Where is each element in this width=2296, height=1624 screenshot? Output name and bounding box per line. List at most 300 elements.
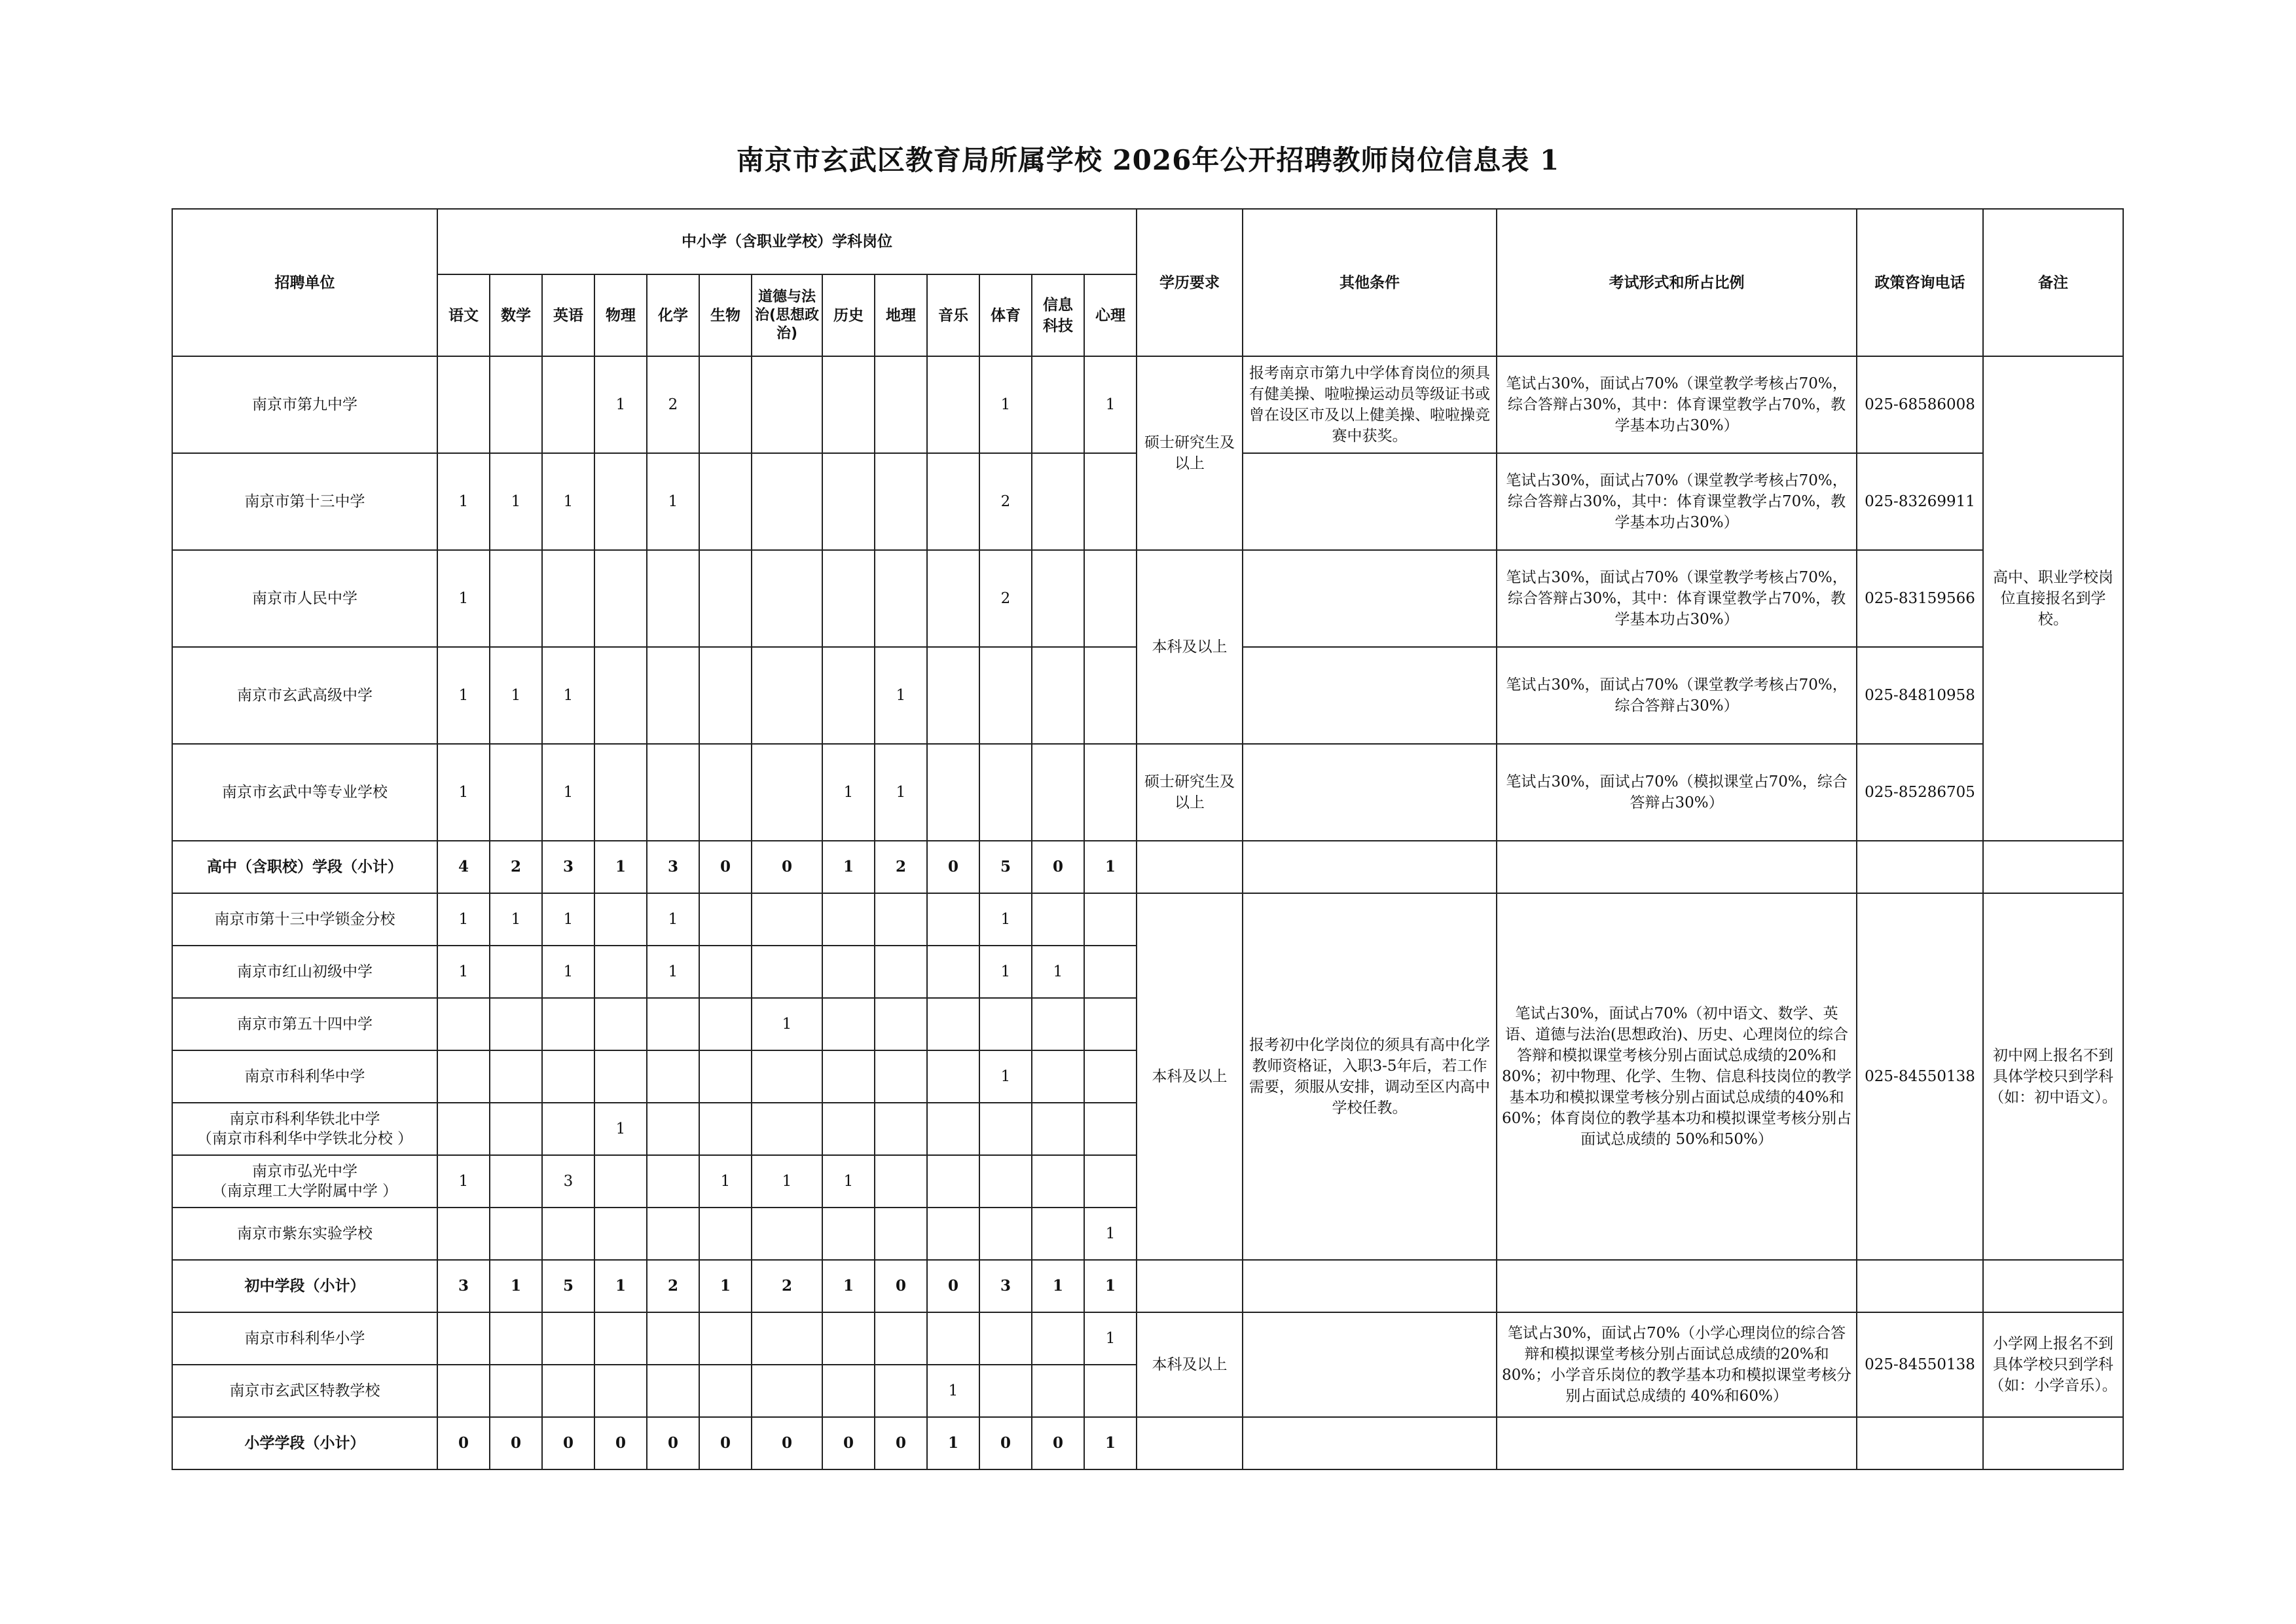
subtotal-count: 1 [822, 841, 875, 893]
header-phone: 政策咨询电话 [1857, 209, 1983, 356]
subject-count [699, 744, 752, 841]
subject-count [752, 453, 822, 550]
subtotal-count: 0 [647, 1417, 699, 1469]
subject-count [927, 1103, 979, 1155]
subject-count [927, 946, 979, 998]
header-subject: 英语 [542, 274, 594, 356]
subject-count [594, 1365, 647, 1417]
subject-count: 1 [875, 647, 927, 744]
subject-count [490, 1312, 542, 1365]
subject-count: 1 [822, 1155, 875, 1208]
consult-phone: 025-84550138 [1857, 893, 1983, 1260]
subject-count: 1 [1032, 946, 1084, 998]
subject-count [490, 1103, 542, 1155]
subject-count [594, 893, 647, 946]
empty-cell [1857, 1260, 1983, 1312]
header-subject: 语文 [437, 274, 490, 356]
subtotal-count: 3 [647, 841, 699, 893]
subject-count [875, 946, 927, 998]
subject-count [647, 744, 699, 841]
remarks: 高中、职业学校岗位直接报名到学校。 [1983, 356, 2123, 841]
subject-count [647, 550, 699, 647]
subject-count: 1 [437, 1155, 490, 1208]
subject-count [647, 647, 699, 744]
subject-count [1084, 1155, 1137, 1208]
subtotal-count: 0 [927, 841, 979, 893]
subject-count [927, 1208, 979, 1260]
subject-count [752, 1050, 822, 1103]
subject-count [647, 1365, 699, 1417]
subject-count: 2 [979, 550, 1032, 647]
subject-count [647, 1208, 699, 1260]
subject-count: 1 [490, 647, 542, 744]
subject-count [822, 550, 875, 647]
subject-count [437, 1050, 490, 1103]
subject-count [1032, 744, 1084, 841]
subject-count [979, 1365, 1032, 1417]
subject-count [1032, 1050, 1084, 1103]
education-requirement: 本科及以上 [1137, 893, 1243, 1260]
subtotal-count: 1 [927, 1417, 979, 1469]
subtotal-count: 2 [752, 1260, 822, 1312]
subtotal-label: 初中学段（小计） [172, 1260, 437, 1312]
education-requirement: 本科及以上 [1137, 1312, 1243, 1417]
subject-count [1084, 453, 1137, 550]
education-requirement: 本科及以上 [1137, 550, 1243, 744]
subject-count [979, 1312, 1032, 1365]
empty-cell [1137, 1417, 1243, 1469]
exam-format: 笔试占30%，面试占70%（课堂教学考核占70%，综合答辩占30%） [1497, 647, 1857, 744]
subject-count [594, 1312, 647, 1365]
header-subject: 体育 [979, 274, 1032, 356]
subtotal-count: 2 [647, 1260, 699, 1312]
subtotal-count: 1 [1084, 1260, 1137, 1312]
empty-cell [1497, 841, 1857, 893]
subject-count: 1 [647, 893, 699, 946]
subject-count: 1 [647, 453, 699, 550]
subject-count [490, 946, 542, 998]
subject-count [875, 1103, 927, 1155]
subject-count: 1 [752, 998, 822, 1050]
other-conditions [1243, 647, 1497, 744]
subject-count [490, 1208, 542, 1260]
empty-cell [1243, 841, 1497, 893]
subtotal-count: 5 [542, 1260, 594, 1312]
subtotal-count: 0 [542, 1417, 594, 1469]
subtotal-count: 2 [875, 841, 927, 893]
header-other-conditions: 其他条件 [1243, 209, 1497, 356]
subject-count [594, 1155, 647, 1208]
exam-format: 笔试占30%，面试占70%（初中语文、数学、英语、道德与法治(思想政治)、历史、心理岗位的综合答辩和模拟课堂考核分别占面试总成绩的20%和80%；初中物理、化学、生物、信息科技岗位的教学基本功和模拟课堂考核分别占面试总成绩的40%和60%；体育岗位的教学基本功和模拟课堂考核分别占面试总成绩的 50%和50%） [1497, 893, 1857, 1260]
subject-count [875, 1365, 927, 1417]
empty-cell [1857, 841, 1983, 893]
subject-count: 2 [647, 356, 699, 453]
subject-count [822, 453, 875, 550]
subject-count [927, 1155, 979, 1208]
subject-count [699, 1365, 752, 1417]
subject-count [647, 1103, 699, 1155]
subject-count [979, 998, 1032, 1050]
subject-count [875, 453, 927, 550]
subject-count [822, 998, 875, 1050]
empty-cell [1243, 1417, 1497, 1469]
school-name: 南京市玄武中等专业学校 [172, 744, 437, 841]
subject-count [594, 946, 647, 998]
table-row [172, 209, 2123, 274]
subject-count [822, 356, 875, 453]
consult-phone: 025-84810958 [1857, 647, 1983, 744]
subtotal-count: 0 [752, 1417, 822, 1469]
subject-count: 2 [979, 453, 1032, 550]
subject-count [927, 744, 979, 841]
subject-count: 1 [437, 946, 490, 998]
subject-count: 1 [542, 647, 594, 744]
subject-count [490, 1365, 542, 1417]
subject-count [490, 550, 542, 647]
subject-count [437, 356, 490, 453]
subject-count [542, 998, 594, 1050]
subtotal-count: 3 [542, 841, 594, 893]
subject-count [490, 744, 542, 841]
table-row [172, 550, 2123, 647]
subject-count [699, 453, 752, 550]
subtotal-count: 0 [979, 1417, 1032, 1469]
subject-count [542, 1365, 594, 1417]
subject-count [699, 998, 752, 1050]
subtotal-label: 高中（含职校）学段（小计） [172, 841, 437, 893]
subject-count [1032, 647, 1084, 744]
subtotal-count: 0 [822, 1417, 875, 1469]
empty-cell [1983, 841, 2123, 893]
header-subject: 生物 [699, 274, 752, 356]
subject-count: 1 [542, 453, 594, 550]
subject-count [699, 1050, 752, 1103]
subject-count [542, 356, 594, 453]
subtotal-count: 4 [437, 841, 490, 893]
subject-count [875, 356, 927, 453]
empty-cell [1857, 1417, 1983, 1469]
subject-count [1032, 1208, 1084, 1260]
subject-count: 1 [437, 647, 490, 744]
subtotal-count: 1 [1032, 1260, 1084, 1312]
subject-count [647, 1155, 699, 1208]
subject-count: 1 [437, 453, 490, 550]
subject-count [437, 1208, 490, 1260]
school-name: 南京市第九中学 [172, 356, 437, 453]
subtotal-label: 小学学段（小计） [172, 1417, 437, 1469]
school-name: 南京市第十三中学锁金分校 [172, 893, 437, 946]
subject-count [490, 998, 542, 1050]
subject-count [1084, 550, 1137, 647]
subject-count: 1 [752, 1155, 822, 1208]
subject-count [1084, 647, 1137, 744]
header-subject: 数学 [490, 274, 542, 356]
subject-count [822, 1208, 875, 1260]
header-remarks: 备注 [1983, 209, 2123, 356]
subject-count [875, 893, 927, 946]
subject-count [594, 744, 647, 841]
school-name: 南京市红山初级中学 [172, 946, 437, 998]
exam-format: 笔试占30%，面试占70%（小学心理岗位的综合答辩和模拟课堂考核分别占面试总成绩的20%和80%；小学音乐岗位的教学基本功和模拟课堂考核分别占面试总成绩的 40%和60%） [1497, 1312, 1857, 1417]
subject-count [542, 1103, 594, 1155]
subject-count [437, 1365, 490, 1417]
table-row [172, 1260, 2123, 1312]
subject-count: 1 [1084, 356, 1137, 453]
school-name: 南京市科利华铁北中学 （南京市科利华中学铁北分校 ） [172, 1103, 437, 1155]
subject-count [927, 998, 979, 1050]
subject-count: 1 [594, 1103, 647, 1155]
table-row [172, 1312, 2123, 1365]
subject-count [875, 1050, 927, 1103]
exam-format: 笔试占30%，面试占70%（课堂教学考核占70%，综合答辩占30%，其中：体育课堂教学占70%，教学基本功占30%） [1497, 550, 1857, 647]
subject-count [752, 893, 822, 946]
subject-count: 1 [699, 1155, 752, 1208]
school-name: 南京市科利华中学 [172, 1050, 437, 1103]
subject-count: 1 [594, 356, 647, 453]
subject-count [752, 647, 822, 744]
other-conditions [1243, 1312, 1497, 1417]
subject-count [1084, 744, 1137, 841]
subject-count [822, 1365, 875, 1417]
subtotal-count: 0 [437, 1417, 490, 1469]
table-row [172, 744, 2123, 841]
subtotal-count: 5 [979, 841, 1032, 893]
empty-cell [1983, 1417, 2123, 1469]
subject-count [979, 1155, 1032, 1208]
header-subject: 道德与法治(思想政治) [752, 274, 822, 356]
subject-count [927, 1050, 979, 1103]
subject-count [1032, 998, 1084, 1050]
subject-count [647, 998, 699, 1050]
subject-count [822, 647, 875, 744]
subject-count [699, 356, 752, 453]
other-conditions: 报考初中化学岗位的须具有高中化学教师资格证，入职3-5年后，若工作需要，须服从安排，调动至区内高中学校任教。 [1243, 893, 1497, 1260]
subtotal-count: 3 [979, 1260, 1032, 1312]
subject-count [752, 744, 822, 841]
school-name: 南京市弘光中学 （南京理工大学附属中学 ） [172, 1155, 437, 1208]
subject-count: 1 [875, 744, 927, 841]
subtotal-count: 1 [1084, 841, 1137, 893]
subject-count [875, 998, 927, 1050]
header-subject: 化学 [647, 274, 699, 356]
subtotal-count: 1 [822, 1260, 875, 1312]
remarks: 初中网上报名不到具体学校只到学科（如：初中语文）。 [1983, 893, 2123, 1260]
subject-count [875, 550, 927, 647]
header-unit: 招聘单位 [172, 209, 437, 356]
empty-cell [1983, 1260, 2123, 1312]
consult-phone: 025-68586008 [1857, 356, 1983, 453]
subject-count: 1 [1084, 1208, 1137, 1260]
school-name: 南京市玄武高级中学 [172, 647, 437, 744]
subtotal-count: 0 [594, 1417, 647, 1469]
exam-format: 笔试占30%，面试占70%（模拟课堂占70%，综合答辩占30%） [1497, 744, 1857, 841]
subject-count [979, 647, 1032, 744]
subject-count [927, 1312, 979, 1365]
subject-count [822, 1312, 875, 1365]
subtotal-count: 3 [437, 1260, 490, 1312]
school-name: 南京市玄武区特教学校 [172, 1365, 437, 1417]
subject-count [699, 550, 752, 647]
subtotal-count: 1 [490, 1260, 542, 1312]
subject-count: 1 [542, 744, 594, 841]
subject-count [594, 1208, 647, 1260]
consult-phone: 025-84550138 [1857, 1312, 1983, 1417]
consult-phone: 025-83159566 [1857, 550, 1983, 647]
subject-count [1032, 1103, 1084, 1155]
subject-count: 1 [542, 893, 594, 946]
education-requirement: 硕士研究生及以上 [1137, 356, 1243, 550]
school-name: 南京市人民中学 [172, 550, 437, 647]
header-subject: 物理 [594, 274, 647, 356]
subject-count [752, 1312, 822, 1365]
subject-count [1032, 893, 1084, 946]
header-subject: 信息 科技 [1032, 274, 1084, 356]
subject-count [1084, 1365, 1137, 1417]
subject-count: 1 [1084, 1312, 1137, 1365]
subject-count [1084, 1103, 1137, 1155]
exam-format: 笔试占30%，面试占70%（课堂教学考核占70%，综合答辩占30%，其中：体育课堂教学占70%，教学基本功占30%） [1497, 356, 1857, 453]
subject-count [752, 1103, 822, 1155]
subject-count [1084, 998, 1137, 1050]
subject-count [927, 453, 979, 550]
subtotal-count: 1 [1084, 1417, 1137, 1469]
subject-count [594, 550, 647, 647]
subject-count: 1 [979, 356, 1032, 453]
subject-count [752, 550, 822, 647]
subject-count [1032, 1155, 1084, 1208]
header-subject: 地理 [875, 274, 927, 356]
header-education: 学历要求 [1137, 209, 1243, 356]
subject-count: 1 [927, 1365, 979, 1417]
subject-count [699, 893, 752, 946]
exam-format: 笔试占30%，面试占70%（课堂教学考核占70%，综合答辩占30%，其中：体育课堂教学占70%，教学基本功占30%） [1497, 453, 1857, 550]
subject-count [752, 356, 822, 453]
subject-count: 1 [542, 946, 594, 998]
empty-cell [1497, 1417, 1857, 1469]
subtotal-count: 0 [875, 1260, 927, 1312]
subject-count [1032, 550, 1084, 647]
subject-count [647, 1312, 699, 1365]
subject-count [490, 1155, 542, 1208]
subject-count [542, 550, 594, 647]
subject-count [1032, 1312, 1084, 1365]
page-title: 南京市玄武区教育局所属学校 2026年公开招聘教师岗位信息表 1 [736, 144, 1560, 176]
education-requirement: 硕士研究生及以上 [1137, 744, 1243, 841]
subject-count [822, 1050, 875, 1103]
header-subject: 音乐 [927, 274, 979, 356]
subject-count [822, 893, 875, 946]
subject-count [752, 1208, 822, 1260]
consult-phone: 025-83269911 [1857, 453, 1983, 550]
subtotal-count: 1 [594, 1260, 647, 1312]
subtotal-count: 0 [699, 841, 752, 893]
subject-count: 1 [437, 744, 490, 841]
subject-count: 1 [979, 946, 1032, 998]
subject-count [979, 744, 1032, 841]
subject-count [822, 946, 875, 998]
subject-count [979, 1208, 1032, 1260]
subject-count [542, 1312, 594, 1365]
empty-cell [1497, 1260, 1857, 1312]
subject-count [752, 946, 822, 998]
subject-count [927, 550, 979, 647]
subtotal-count: 0 [752, 841, 822, 893]
other-conditions [1243, 744, 1497, 841]
school-name: 南京市紫东实验学校 [172, 1208, 437, 1260]
subject-count [875, 1312, 927, 1365]
subject-count: 1 [979, 893, 1032, 946]
table-row [172, 1417, 2123, 1469]
subject-count: 1 [490, 453, 542, 550]
subtotal-count: 0 [1032, 1417, 1084, 1469]
subject-count [699, 1103, 752, 1155]
subject-count [699, 946, 752, 998]
header-exam-format: 考试形式和所占比例 [1497, 209, 1857, 356]
subject-count [1084, 893, 1137, 946]
subject-count [699, 1208, 752, 1260]
subject-count [437, 1312, 490, 1365]
school-name: 南京市第五十四中学 [172, 998, 437, 1050]
subtotal-count: 0 [699, 1417, 752, 1469]
table-row [172, 356, 2123, 453]
subject-count [927, 356, 979, 453]
subject-count [979, 1103, 1032, 1155]
subtotal-count: 0 [927, 1260, 979, 1312]
subject-count [490, 356, 542, 453]
recruitment-table [172, 208, 2124, 1470]
subject-count [699, 647, 752, 744]
subject-count [927, 647, 979, 744]
subject-count [594, 453, 647, 550]
subtotal-count: 1 [594, 841, 647, 893]
subject-count [1032, 356, 1084, 453]
subject-count: 1 [647, 946, 699, 998]
empty-cell [1243, 1260, 1497, 1312]
subject-count: 3 [542, 1155, 594, 1208]
subtotal-count: 2 [490, 841, 542, 893]
school-name: 南京市科利华小学 [172, 1312, 437, 1365]
subject-count [875, 1155, 927, 1208]
header-subject-group: 中小学（含职业学校）学科岗位 [437, 209, 1137, 274]
subject-count [875, 1208, 927, 1260]
subject-count: 1 [437, 893, 490, 946]
subject-count [490, 1050, 542, 1103]
school-name: 南京市第十三中学 [172, 453, 437, 550]
subject-count: 1 [490, 893, 542, 946]
subject-count [594, 647, 647, 744]
subject-count [594, 1050, 647, 1103]
other-conditions: 报考南京市第九中学体育岗位的须具有健美操、啦啦操运动员等级证书或曾在设区市及以上健美操、啦啦操竞赛中获奖。 [1243, 356, 1497, 453]
subject-count [822, 1103, 875, 1155]
subject-count [927, 893, 979, 946]
other-conditions [1243, 453, 1497, 550]
other-conditions [1243, 550, 1497, 647]
subtotal-count: 0 [1032, 841, 1084, 893]
empty-cell [1137, 841, 1243, 893]
subject-count: 1 [979, 1050, 1032, 1103]
header-subject: 心理 [1084, 274, 1137, 356]
subject-count: 1 [822, 744, 875, 841]
subject-count [437, 1103, 490, 1155]
subject-count [1032, 1365, 1084, 1417]
subject-count [1032, 453, 1084, 550]
table-row [172, 893, 2123, 946]
subject-count [699, 1312, 752, 1365]
subject-count [594, 998, 647, 1050]
subject-count [1084, 946, 1137, 998]
subject-count [437, 998, 490, 1050]
subtotal-count: 0 [875, 1417, 927, 1469]
